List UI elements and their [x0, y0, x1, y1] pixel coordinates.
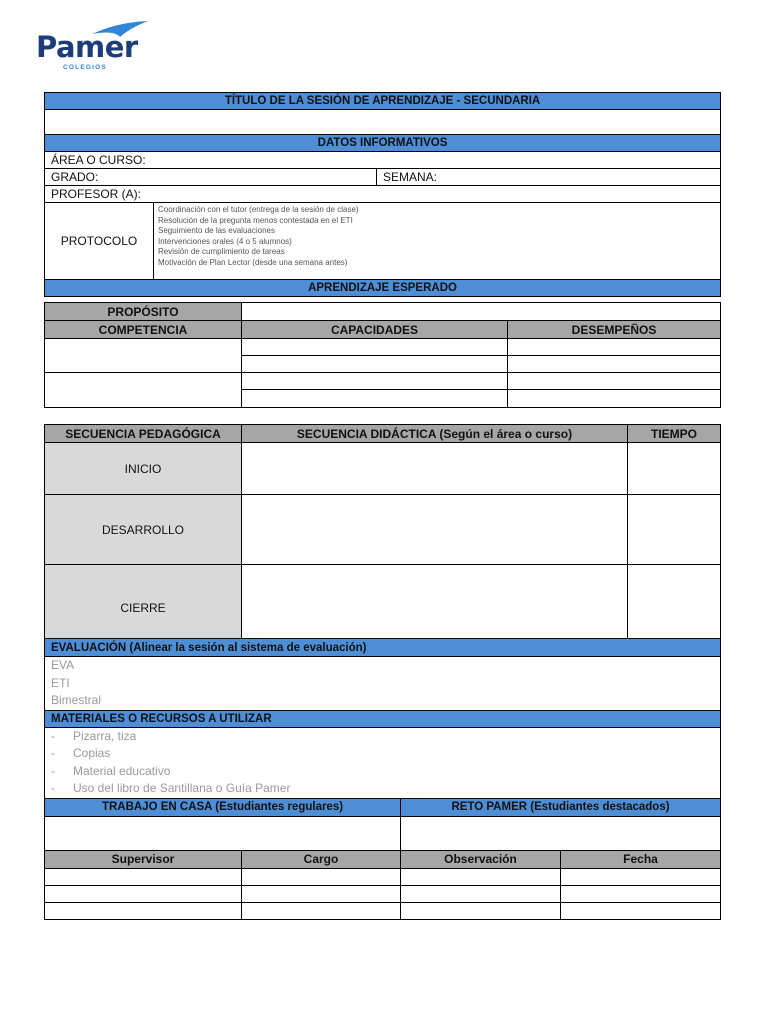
inicio-label: INICIO	[45, 443, 242, 495]
capacidad-cell[interactable]	[242, 356, 508, 373]
material-item: - Pizarra, tiza	[51, 728, 137, 743]
material-item: - Uso del libro de Santillana o Guía Pamer	[51, 781, 291, 795]
desempeno-cell[interactable]	[508, 339, 721, 356]
evaluacion-table	[44, 638, 721, 920]
supervisor-cell[interactable]	[45, 902, 242, 919]
supervisor-header: Supervisor	[45, 850, 242, 868]
cargo-cell[interactable]	[242, 902, 401, 919]
supervisor-cell[interactable]	[45, 885, 242, 902]
cargo-header: Cargo	[242, 850, 401, 868]
desempenos-header: DESEMPEÑOS	[508, 321, 721, 339]
datos-table	[44, 92, 721, 297]
material-item: - Copias	[51, 746, 111, 760]
evaluacion-list[interactable]	[45, 657, 721, 711]
competencia-header: COMPETENCIA	[45, 321, 242, 339]
evaluacion-header: EVALUACIÓN (Alinear la sesión al sistema de evaluación)	[45, 639, 721, 657]
evaluacion-item: Bimestral	[51, 693, 102, 707]
fecha-cell[interactable]	[561, 902, 721, 919]
trabajo-casa-header: TRABAJO EN CASA (Estudiantes regulares)	[45, 798, 401, 816]
desarrollo-tiempo[interactable]	[628, 495, 721, 565]
reto-pamer-field[interactable]	[401, 816, 721, 850]
secuencia-didactica-header: SECUENCIA DIDÁCTICA (Según el área o curso)	[242, 425, 628, 443]
supervisor-cell[interactable]	[45, 868, 242, 885]
material-item: - Material educativo	[51, 763, 171, 778]
desarrollo-label: DESARROLLO	[45, 495, 242, 565]
proposito-label: PROPÓSITO	[45, 303, 242, 321]
desarrollo-field[interactable]	[242, 495, 628, 565]
tiempo-header: TIEMPO	[628, 425, 721, 443]
session-title-field[interactable]	[45, 110, 721, 135]
protocolo-list	[154, 203, 721, 280]
desempeno-cell[interactable]	[508, 356, 721, 373]
capacidades-header: CAPACIDADES	[242, 321, 508, 339]
protocolo-item: Intervenciones orales (4 o 5 alumnos)	[158, 236, 292, 246]
cargo-cell[interactable]	[242, 885, 401, 902]
evaluacion-item: ETI	[51, 675, 70, 690]
fecha-cell[interactable]	[561, 885, 721, 902]
capacidad-cell[interactable]	[242, 339, 508, 356]
fecha-header: Fecha	[561, 850, 721, 868]
observacion-cell[interactable]	[401, 885, 561, 902]
aprendizaje-header: APRENDIZAJE ESPERADO	[45, 280, 721, 297]
capacidad-cell[interactable]	[242, 373, 508, 390]
protocolo-item: Motivación de Plan Lector (desde una semana antes)	[158, 257, 348, 267]
materiales-header: MATERIALES O RECURSOS A UTILIZAR	[45, 710, 721, 727]
datos-header: DATOS INFORMATIVOS	[45, 135, 721, 152]
spacer-row	[45, 408, 721, 425]
area-field[interactable]: ÁREA O CURSO:	[45, 152, 721, 169]
protocolo-item: Coordinación con el tutor (entrega de la sesión de clase)	[158, 205, 359, 214]
profesor-field[interactable]: PROFESOR (A):	[45, 186, 721, 203]
capacidad-cell[interactable]	[242, 390, 508, 408]
trabajo-casa-field[interactable]	[45, 816, 401, 850]
cierre-label: CIERRE	[45, 565, 242, 651]
materiales-list[interactable]	[45, 727, 721, 798]
protocolo-label: PROTOCOLO	[45, 203, 154, 280]
desempeno-cell[interactable]	[508, 373, 721, 390]
desempeno-cell[interactable]	[508, 390, 721, 408]
reto-pamer-header: RETO PAMER (Estudiantes destacados)	[401, 798, 721, 816]
pamer-logo	[36, 20, 146, 72]
proposito-field[interactable]	[242, 303, 721, 321]
fecha-cell[interactable]	[561, 868, 721, 885]
inicio-tiempo[interactable]	[628, 443, 721, 495]
protocolo-item: Revisión de cumplimiento de tareas	[158, 247, 285, 256]
protocolo-item: Seguimiento de las evaluaciones	[158, 226, 275, 235]
logo-subtitle: COLEGIOS	[63, 64, 107, 71]
grado-field[interactable]: GRADO:	[45, 169, 377, 186]
secuencia-pedagogica-header: SECUENCIA PEDAGÓGICA	[45, 425, 242, 443]
observacion-header: Observación	[401, 850, 561, 868]
protocolo-item: Resolución de la pregunta menos contestada en el ETI	[158, 215, 353, 225]
observacion-cell[interactable]	[401, 868, 561, 885]
competencia-cell[interactable]	[45, 339, 242, 373]
logo-wordmark: Pamer	[36, 30, 138, 64]
session-title: TÍTULO DE LA SESIÓN DE APRENDIZAJE - SECUNDARIA	[45, 93, 721, 110]
evaluacion-item: EVA	[51, 658, 75, 672]
aprendizaje-table	[44, 302, 721, 651]
observacion-cell[interactable]	[401, 902, 561, 919]
inicio-field[interactable]	[242, 443, 628, 495]
competencia-cell[interactable]	[45, 373, 242, 408]
semana-field[interactable]: SEMANA:	[377, 169, 721, 186]
cargo-cell[interactable]	[242, 868, 401, 885]
